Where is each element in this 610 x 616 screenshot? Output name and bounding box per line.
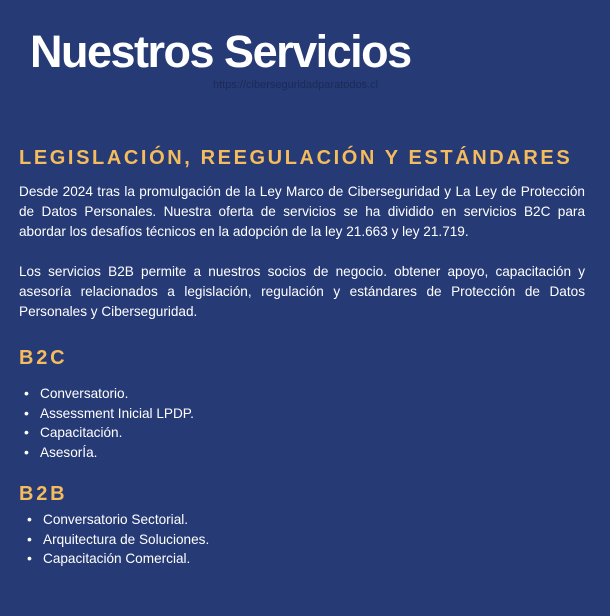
b2c-service-list <box>20 384 194 462</box>
list-item: • Capacitación. <box>20 423 194 443</box>
page-title: Nuestros Servicios <box>30 26 411 77</box>
b2b-service-list <box>23 510 209 569</box>
section-heading-b2b: B2B <box>19 483 68 505</box>
list-item: • Conversatorio Sectorial. <box>23 510 209 530</box>
intro-paragraph: Desde 2024 tras la promulgación de la Ley Marco de Ciberseguridad y La Ley de Protección de Datos Personales. Nuestra oferta de servicios se ha dividido en servicios B2C para abordar los desafíos técnicos en la adopción de la ley 21.663 y ley 21.719. <box>19 184 585 239</box>
section-heading-b2c: B2C <box>19 347 68 369</box>
website-url: https://ciberseguridadparatodos.cl <box>213 79 379 91</box>
list-item: • Assessment Inicial LPDP. <box>20 404 194 424</box>
list-item: • Arquitectura de Soluciones. <box>23 530 209 550</box>
list-item: • Capacitación Comercial. <box>23 549 209 569</box>
list-item: • Conversatorio. <box>20 384 194 404</box>
list-item: • AsesorÍa. <box>20 443 194 463</box>
b2b-description-paragraph: Los servicios B2B permite a nuestros socios de negocio. obtener apoyo, capacitación y asesoría relacionados a legislación, regulación y estándares de Protección de Datos Personales y Ciberseguridad. <box>19 264 585 319</box>
section-heading-legislacion: LEGISLACIÓN, REEGULACIÓN Y ESTÁNDARES <box>19 147 573 169</box>
